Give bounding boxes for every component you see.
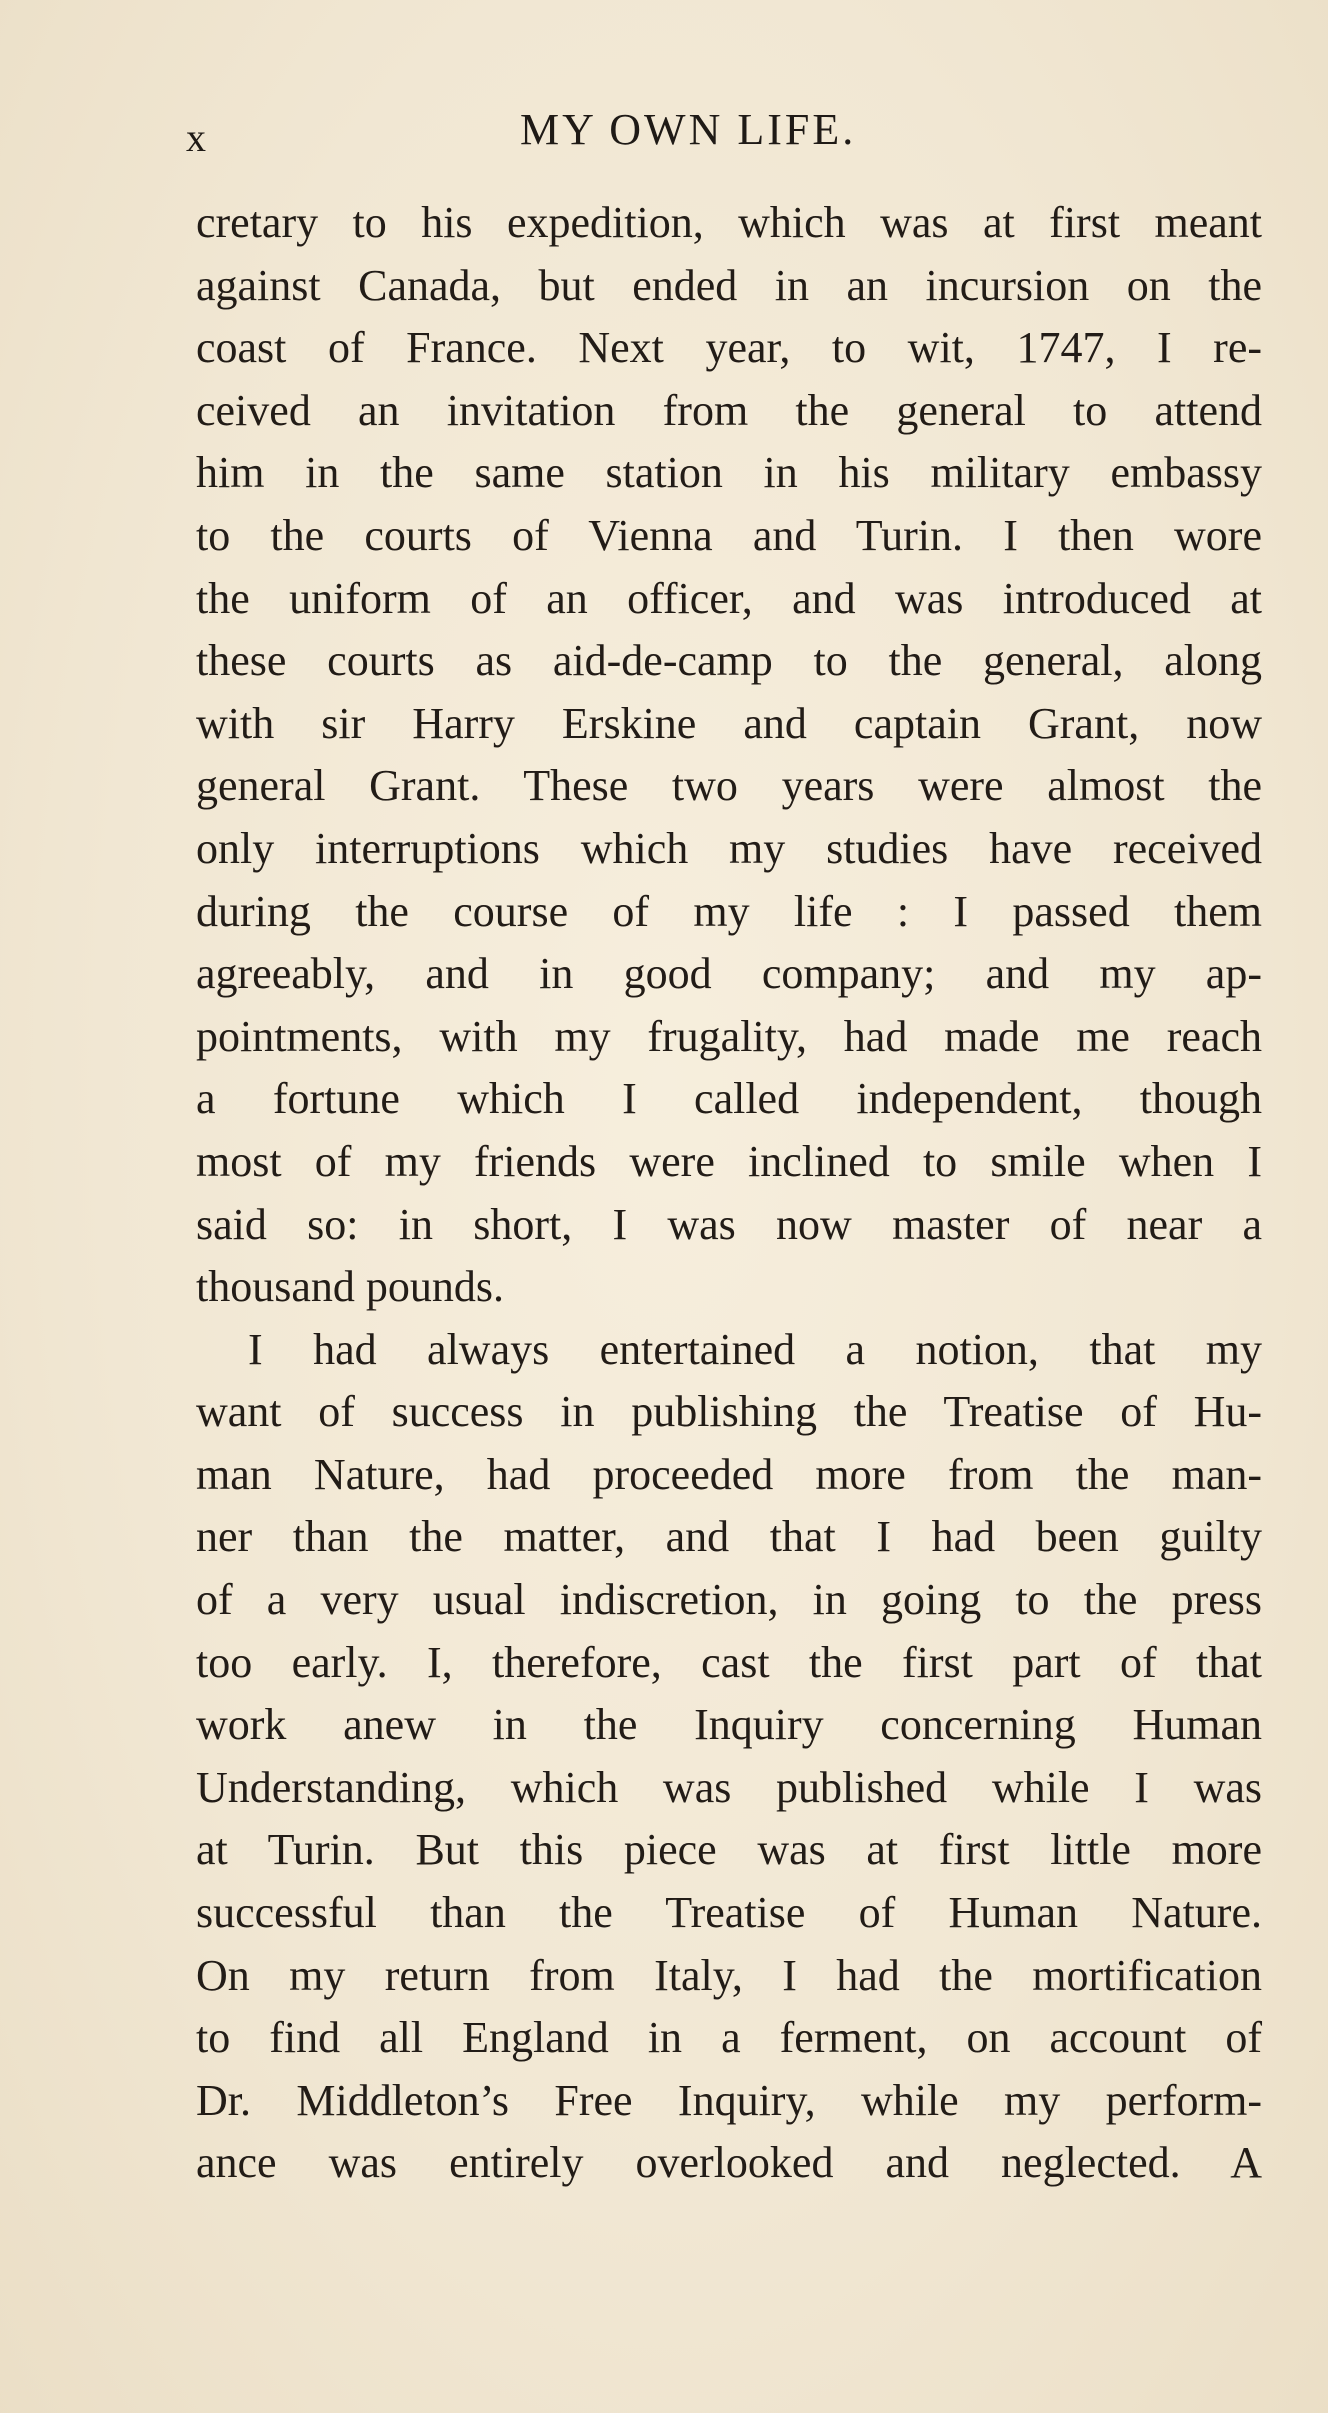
text-line: general Grant. These two years were almost the	[196, 761, 1262, 811]
text-line: successful than the Treatise of Human Nature.	[196, 1888, 1262, 1938]
text-line: these courts as aid-de-camp to the general, along	[196, 636, 1262, 686]
text-line: cretary to his expedition, which was at first meant	[196, 198, 1262, 247]
text-line: of a very usual indiscretion, in going to the press	[196, 1575, 1262, 1625]
text-line: coast of France. Next year, to wit, 1747, I re-	[196, 323, 1262, 373]
page-number: x	[186, 115, 207, 160]
text-line: most of my friends were inclined to smile when I	[196, 1136, 1262, 1186]
text-line: ance was entirely overlooked and neglected. A	[196, 2138, 1262, 2188]
text-line: Understanding, which was published while I was	[196, 1762, 1262, 1812]
text-line: pointments, with my frugality, had made me reach	[196, 1011, 1262, 1061]
text-line: with sir Harry Erskine and captain Grant, now	[196, 698, 1262, 748]
text-line: to find all England in a ferment, on account of	[196, 2013, 1262, 2063]
page-header	[0, 104, 1328, 164]
text-line: during the course of my life : I passed them	[196, 886, 1262, 936]
text-line: man Nature, had proceeded more from the man-	[196, 1449, 1262, 1499]
paragraph-end-line: thousand pounds.	[196, 1262, 504, 1312]
text-line: only interruptions which my studies have received	[196, 823, 1262, 873]
text-line: On my return from Italy, I had the mortification	[196, 1950, 1262, 2000]
text-line: ner than the matter, and that I had been guilty	[196, 1512, 1262, 1562]
text-line: agreeably, and in good company; and my ap-	[196, 949, 1262, 999]
text-line: want of success in publishing the Treatise of Hu-	[196, 1387, 1262, 1437]
paragraph-start-line: I had always entertained a notion, that my	[248, 1324, 1262, 1374]
text-line: ceived an invitation from the general to attend	[196, 385, 1262, 435]
text-line: at Turin. But this piece was at first little more	[196, 1825, 1262, 1875]
text-line: to the courts of Vienna and Turin. I then wore	[196, 510, 1262, 560]
text-line: the uniform of an officer, and was introduced at	[196, 573, 1262, 623]
body-text	[196, 192, 1262, 2195]
text-line: against Canada, but ended in an incursion on the	[196, 260, 1262, 310]
text-line: a fortune which I called independent, though	[196, 1074, 1262, 1124]
running-title: MY OWN LIFE.	[520, 105, 857, 154]
text-line: said so: in short, I was now master of near a	[196, 1199, 1262, 1249]
text-line: too early. I, therefore, cast the first part of that	[196, 1637, 1262, 1687]
text-line: work anew in the Inquiry concerning Human	[196, 1700, 1262, 1750]
text-line: Dr. Middleton’s Free Inquiry, while my perform-	[196, 2075, 1262, 2125]
text-line: him in the same station in his military embassy	[196, 448, 1262, 498]
